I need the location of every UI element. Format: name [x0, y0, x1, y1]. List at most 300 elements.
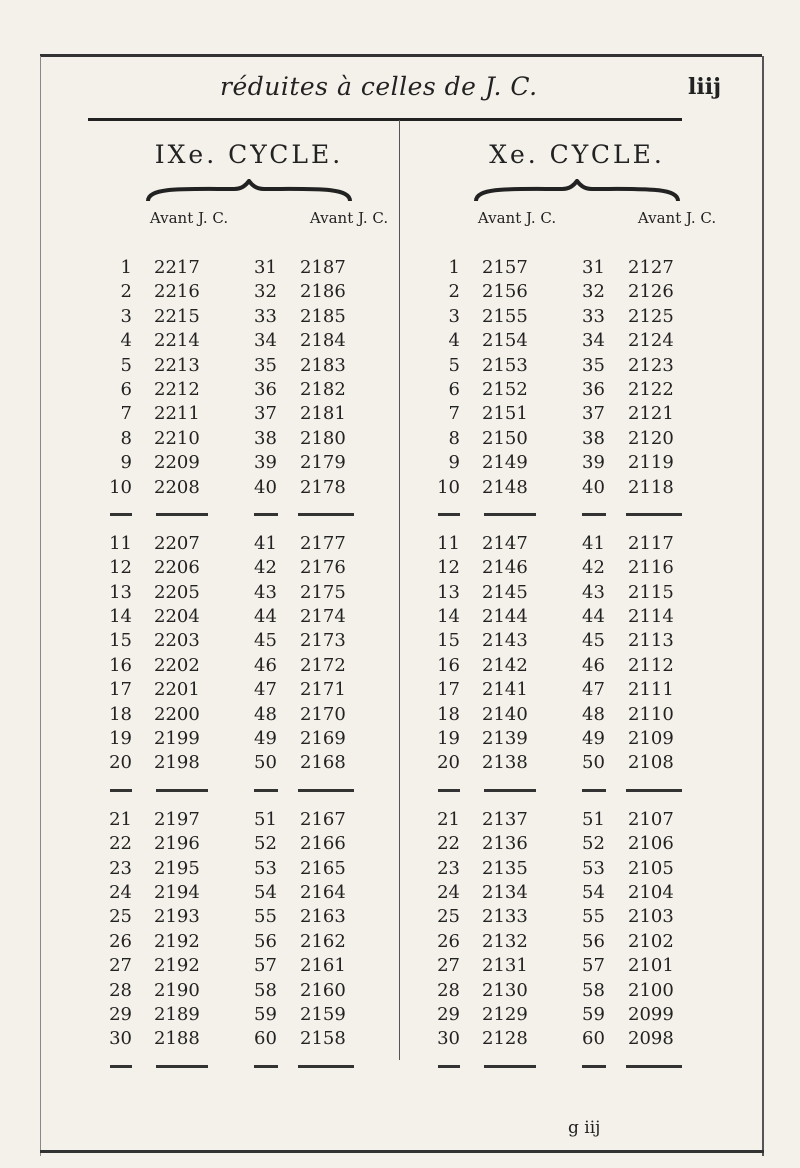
year-index: 4 — [448, 330, 460, 352]
year-bc-2: 2108 — [628, 752, 674, 774]
year-index: 26 — [437, 930, 460, 952]
year-index: 30 — [437, 1028, 460, 1050]
year-bc: 2151 — [482, 403, 528, 425]
year-bc: 2197 — [154, 808, 200, 830]
year-index-2: 53 — [582, 857, 605, 879]
year-index: 10 — [109, 476, 132, 498]
year-index: 7 — [120, 403, 132, 425]
year-index-2: 42 — [254, 557, 277, 579]
year-index-2: 44 — [254, 606, 277, 628]
year-index-2: 42 — [582, 557, 605, 579]
table-row — [432, 281, 722, 305]
year-index: 14 — [109, 606, 132, 628]
year-bc: 2148 — [482, 476, 528, 498]
year-index-2: 31 — [582, 257, 605, 278]
year-index-2: 36 — [254, 378, 277, 400]
year-bc-2: 2181 — [300, 403, 346, 425]
table-row — [432, 403, 722, 427]
year-index: 8 — [448, 427, 460, 449]
year-index: 12 — [109, 557, 132, 579]
year-bc-2: 2115 — [628, 581, 674, 603]
year-bc: 2200 — [154, 703, 200, 725]
row-group — [104, 533, 394, 777]
year-index-2: 41 — [254, 532, 277, 554]
year-index: 7 — [448, 403, 460, 425]
year-index-2: 50 — [254, 752, 277, 774]
year-index-2: 60 — [254, 1028, 277, 1050]
table-row — [104, 606, 394, 630]
group-separator — [432, 1053, 722, 1081]
year-bc-2: 2102 — [628, 930, 674, 952]
year-bc: 2201 — [154, 679, 200, 701]
year-index-2: 47 — [254, 679, 277, 701]
year-index-2: 39 — [254, 452, 277, 474]
year-bc-2: 2158 — [300, 1028, 346, 1050]
year-index-2: 45 — [254, 630, 277, 652]
year-index: 17 — [437, 679, 460, 701]
year-index: 17 — [109, 679, 132, 701]
year-bc-2: 2186 — [300, 281, 346, 303]
year-index-2: 51 — [582, 808, 605, 830]
separator-dash — [582, 513, 606, 516]
year-index-2: 32 — [582, 281, 605, 303]
year-index: 30 — [109, 1028, 132, 1050]
separator-dash — [254, 513, 278, 516]
year-index-2: 34 — [254, 330, 277, 352]
year-bc: 2207 — [154, 532, 200, 554]
year-bc: 2129 — [482, 1003, 528, 1025]
table-row — [104, 1004, 394, 1028]
year-bc: 2194 — [154, 881, 200, 903]
row-group — [432, 257, 722, 501]
table-row — [432, 533, 722, 557]
year-bc: 2206 — [154, 557, 200, 579]
year-index: 10 — [437, 476, 460, 498]
year-index-2: 43 — [582, 581, 605, 603]
year-index: 12 — [437, 557, 460, 579]
header-rule — [88, 118, 682, 121]
year-bc: 2203 — [154, 630, 200, 652]
separator-dash — [254, 789, 278, 792]
year-bc-2: 2175 — [300, 581, 346, 603]
year-index-2: 33 — [254, 305, 277, 327]
year-bc-2: 2099 — [628, 1003, 674, 1025]
year-bc-2: 2121 — [628, 403, 674, 425]
brace-ornament — [144, 179, 354, 203]
year-index-2: 50 — [582, 752, 605, 774]
year-index: 22 — [109, 833, 132, 855]
year-index-2: 43 — [254, 581, 277, 603]
year-index: 9 — [448, 452, 460, 474]
year-index: 25 — [437, 906, 460, 928]
separator-dash — [484, 513, 536, 516]
year-index: 11 — [109, 532, 132, 554]
separator-dash — [626, 513, 682, 516]
separator-dash — [298, 789, 354, 792]
separator-dash — [626, 789, 682, 792]
group-separator — [432, 777, 722, 805]
year-bc: 2128 — [482, 1028, 528, 1050]
year-index: 3 — [448, 305, 460, 327]
year-bc-2: 2184 — [300, 330, 346, 352]
separator-dash — [582, 789, 606, 792]
table-row — [432, 955, 722, 979]
year-bc-2: 2173 — [300, 630, 346, 652]
year-bc-2: 2109 — [628, 728, 674, 750]
separator-dash — [156, 513, 208, 516]
table-row — [104, 281, 394, 305]
year-index: 24 — [109, 881, 132, 903]
year-bc-2: 2165 — [300, 857, 346, 879]
table-row — [432, 679, 722, 703]
year-bc-2: 2183 — [300, 354, 346, 376]
table-row — [104, 379, 394, 403]
year-index: 29 — [437, 1003, 460, 1025]
table-row — [104, 630, 394, 654]
year-bc-2: 2159 — [300, 1003, 346, 1025]
year-index-2: 59 — [254, 1003, 277, 1025]
year-index: 19 — [437, 728, 460, 750]
year-bc-2: 2177 — [300, 532, 346, 554]
table-row — [432, 882, 722, 906]
year-bc-2: 2163 — [300, 906, 346, 928]
table-row — [432, 655, 722, 679]
table-row — [104, 1028, 394, 1052]
table-row — [432, 330, 722, 354]
year-bc-2: 2166 — [300, 833, 346, 855]
year-index: 28 — [437, 979, 460, 1001]
separator-dash — [110, 789, 132, 792]
table-row — [432, 355, 722, 379]
table-row — [432, 257, 722, 281]
group-separator — [104, 1053, 394, 1081]
right-border — [762, 56, 764, 1156]
table-row — [104, 477, 394, 501]
year-index-2: 37 — [254, 403, 277, 425]
table-row — [432, 477, 722, 501]
year-bc-2: 2122 — [628, 378, 674, 400]
year-bc: 2130 — [482, 979, 528, 1001]
year-index: 29 — [109, 1003, 132, 1025]
year-bc: 2138 — [482, 752, 528, 774]
year-bc-2: 2106 — [628, 833, 674, 855]
year-bc-2: 2111 — [628, 679, 674, 701]
year-index-2: 52 — [254, 833, 277, 855]
year-index-2: 39 — [582, 452, 605, 474]
year-index-2: 60 — [582, 1028, 605, 1050]
year-index-2: 56 — [582, 930, 605, 952]
year-index: 24 — [437, 881, 460, 903]
table-row — [432, 306, 722, 330]
year-index-2: 54 — [582, 881, 605, 903]
year-index-2: 48 — [254, 703, 277, 725]
year-bc-2: 2162 — [300, 930, 346, 952]
year-index-2: 46 — [582, 654, 605, 676]
year-bc-2: 2126 — [628, 281, 674, 303]
year-bc: 2142 — [482, 654, 528, 676]
table-row — [432, 858, 722, 882]
year-bc-2: 2169 — [300, 728, 346, 750]
running-title: réduites à celles de J. C. — [220, 72, 538, 101]
cycle-panel-x — [432, 140, 722, 1081]
year-bc: 2141 — [482, 679, 528, 701]
year-index-2: 37 — [582, 403, 605, 425]
table-row — [104, 257, 394, 281]
year-bc: 2156 — [482, 281, 528, 303]
cycle-table — [104, 257, 394, 1081]
separator-dash — [438, 789, 460, 792]
year-index-2: 40 — [582, 476, 605, 498]
year-bc: 2132 — [482, 930, 528, 952]
separator-dash — [582, 1065, 606, 1068]
year-bc: 2192 — [154, 955, 200, 977]
year-bc: 2155 — [482, 305, 528, 327]
year-bc: 2140 — [482, 703, 528, 725]
separator-dash — [298, 1065, 354, 1068]
year-bc: 2134 — [482, 881, 528, 903]
table-row — [104, 355, 394, 379]
table-row — [432, 906, 722, 930]
table-row — [432, 630, 722, 654]
year-bc-2: 2172 — [300, 654, 346, 676]
year-bc-2: 2107 — [628, 808, 674, 830]
year-index: 3 — [120, 305, 132, 327]
year-index: 13 — [109, 581, 132, 603]
table-row — [104, 330, 394, 354]
year-bc: 2153 — [482, 354, 528, 376]
group-separator — [432, 501, 722, 529]
separator-dash — [298, 513, 354, 516]
year-bc: 2146 — [482, 557, 528, 579]
year-bc-2: 2125 — [628, 305, 674, 327]
year-bc: 2208 — [154, 476, 200, 498]
year-index-2: 52 — [582, 833, 605, 855]
year-bc-2: 2117 — [628, 532, 674, 554]
year-bc: 2149 — [482, 452, 528, 474]
year-bc-2: 2168 — [300, 752, 346, 774]
year-index-2: 38 — [582, 427, 605, 449]
year-bc: 2193 — [154, 906, 200, 928]
year-bc: 2190 — [154, 979, 200, 1001]
table-row — [432, 980, 722, 1004]
year-index-2: 33 — [582, 305, 605, 327]
separator-dash — [484, 789, 536, 792]
brace-ornament — [472, 179, 682, 203]
year-bc: 2195 — [154, 857, 200, 879]
table-row — [104, 728, 394, 752]
cycle-panel-ix — [104, 140, 394, 1081]
year-bc-2: 2127 — [628, 257, 674, 278]
year-index: 8 — [120, 427, 132, 449]
year-index: 25 — [109, 906, 132, 928]
table-row — [104, 582, 394, 606]
year-bc-2: 2120 — [628, 427, 674, 449]
separator-dash — [484, 1065, 536, 1068]
table-row — [432, 1028, 722, 1052]
head-avant-right: Avant J. C. — [637, 209, 717, 227]
year-bc: 2216 — [154, 281, 200, 303]
table-row — [104, 931, 394, 955]
table-row — [104, 833, 394, 857]
table-row — [104, 306, 394, 330]
year-index: 21 — [437, 808, 460, 830]
year-index-2: 47 — [582, 679, 605, 701]
year-bc: 2209 — [154, 452, 200, 474]
table-row — [432, 809, 722, 833]
table-row — [104, 533, 394, 557]
table-row — [432, 728, 722, 752]
left-border — [40, 56, 41, 1156]
year-bc-2: 2179 — [300, 452, 346, 474]
separator-dash — [156, 789, 208, 792]
row-group — [432, 809, 722, 1053]
year-index-2: 49 — [582, 728, 605, 750]
year-index: 2 — [448, 281, 460, 303]
row-group — [432, 533, 722, 777]
year-bc: 2139 — [482, 728, 528, 750]
year-index: 14 — [437, 606, 460, 628]
page-number: liij — [688, 74, 722, 100]
year-bc: 2152 — [482, 378, 528, 400]
year-index-2: 32 — [254, 281, 277, 303]
year-bc: 2131 — [482, 955, 528, 977]
year-bc: 2210 — [154, 427, 200, 449]
year-index: 23 — [437, 857, 460, 879]
table-row — [104, 752, 394, 776]
year-bc-2: 2118 — [628, 476, 674, 498]
year-bc-2: 2124 — [628, 330, 674, 352]
separator-dash — [110, 1065, 132, 1068]
year-index-2: 53 — [254, 857, 277, 879]
table-row — [104, 858, 394, 882]
cycle-title: Xe. CYCLE. — [489, 140, 665, 169]
year-bc-2: 2187 — [300, 257, 346, 278]
table-row — [432, 833, 722, 857]
year-index: 11 — [437, 532, 460, 554]
year-bc-2: 2182 — [300, 378, 346, 400]
year-bc-2: 2104 — [628, 881, 674, 903]
separator-dash — [438, 513, 460, 516]
year-bc: 2157 — [482, 257, 528, 278]
year-index-2: 49 — [254, 728, 277, 750]
year-bc-2: 2185 — [300, 305, 346, 327]
year-bc: 2136 — [482, 833, 528, 855]
year-index: 27 — [437, 955, 460, 977]
year-bc: 2196 — [154, 833, 200, 855]
head-avant-left: Avant J. C. — [477, 209, 557, 227]
year-bc-2: 2114 — [628, 606, 674, 628]
year-bc-2: 2100 — [628, 979, 674, 1001]
page-header — [0, 68, 800, 104]
table-row — [432, 452, 722, 476]
year-index: 19 — [109, 728, 132, 750]
year-index-2: 51 — [254, 808, 277, 830]
year-bc: 2150 — [482, 427, 528, 449]
year-index: 13 — [437, 581, 460, 603]
year-index-2: 59 — [582, 1003, 605, 1025]
year-bc-2: 2178 — [300, 476, 346, 498]
year-bc: 2144 — [482, 606, 528, 628]
signature-mark: g iij — [568, 1118, 601, 1138]
year-index-2: 55 — [254, 906, 277, 928]
year-bc: 2198 — [154, 752, 200, 774]
table-row — [104, 679, 394, 703]
year-index: 2 — [120, 281, 132, 303]
year-index: 5 — [120, 354, 132, 376]
year-bc-2: 2105 — [628, 857, 674, 879]
year-index: 1 — [448, 257, 460, 278]
year-bc: 2192 — [154, 930, 200, 952]
year-bc-2: 2123 — [628, 354, 674, 376]
year-index-2: 57 — [582, 955, 605, 977]
year-bc-2: 2171 — [300, 679, 346, 701]
group-separator — [104, 501, 394, 529]
table-row — [104, 704, 394, 728]
table-row — [104, 906, 394, 930]
table-row — [432, 752, 722, 776]
year-index: 22 — [437, 833, 460, 855]
year-index-2: 36 — [582, 378, 605, 400]
table-row — [432, 606, 722, 630]
year-bc: 2214 — [154, 330, 200, 352]
separator-dash — [254, 1065, 278, 1068]
table-row — [104, 557, 394, 581]
year-bc-2: 2174 — [300, 606, 346, 628]
year-index: 15 — [437, 630, 460, 652]
column-heads — [432, 209, 722, 253]
table-row — [104, 980, 394, 1004]
year-bc: 2213 — [154, 354, 200, 376]
year-bc-2: 2101 — [628, 955, 674, 977]
year-bc: 2143 — [482, 630, 528, 652]
year-bc: 2145 — [482, 581, 528, 603]
year-bc: 2204 — [154, 606, 200, 628]
year-bc: 2137 — [482, 808, 528, 830]
year-index-2: 40 — [254, 476, 277, 498]
year-index: 18 — [437, 703, 460, 725]
year-bc-2: 2116 — [628, 557, 674, 579]
year-bc-2: 2160 — [300, 979, 346, 1001]
group-separator — [104, 777, 394, 805]
year-index: 20 — [109, 752, 132, 774]
year-bc-2: 2119 — [628, 452, 674, 474]
year-bc: 2189 — [154, 1003, 200, 1025]
year-bc: 2205 — [154, 581, 200, 603]
cycle-title: IXe. CYCLE. — [154, 140, 344, 169]
column-heads — [104, 209, 394, 253]
separator-dash — [438, 1065, 460, 1068]
year-bc-2: 2170 — [300, 703, 346, 725]
year-index: 5 — [448, 354, 460, 376]
year-bc: 2154 — [482, 330, 528, 352]
year-index: 4 — [120, 330, 132, 352]
table-row — [104, 452, 394, 476]
year-index: 9 — [120, 452, 132, 474]
table-row — [104, 655, 394, 679]
year-index: 18 — [109, 703, 132, 725]
year-index-2: 41 — [582, 532, 605, 554]
year-index: 28 — [109, 979, 132, 1001]
year-index: 23 — [109, 857, 132, 879]
year-index: 20 — [437, 752, 460, 774]
separator-dash — [110, 513, 132, 516]
year-index: 26 — [109, 930, 132, 952]
year-index-2: 38 — [254, 427, 277, 449]
year-index: 16 — [109, 654, 132, 676]
year-index-2: 58 — [254, 979, 277, 1001]
year-index-2: 35 — [254, 354, 277, 376]
year-index: 27 — [109, 955, 132, 977]
